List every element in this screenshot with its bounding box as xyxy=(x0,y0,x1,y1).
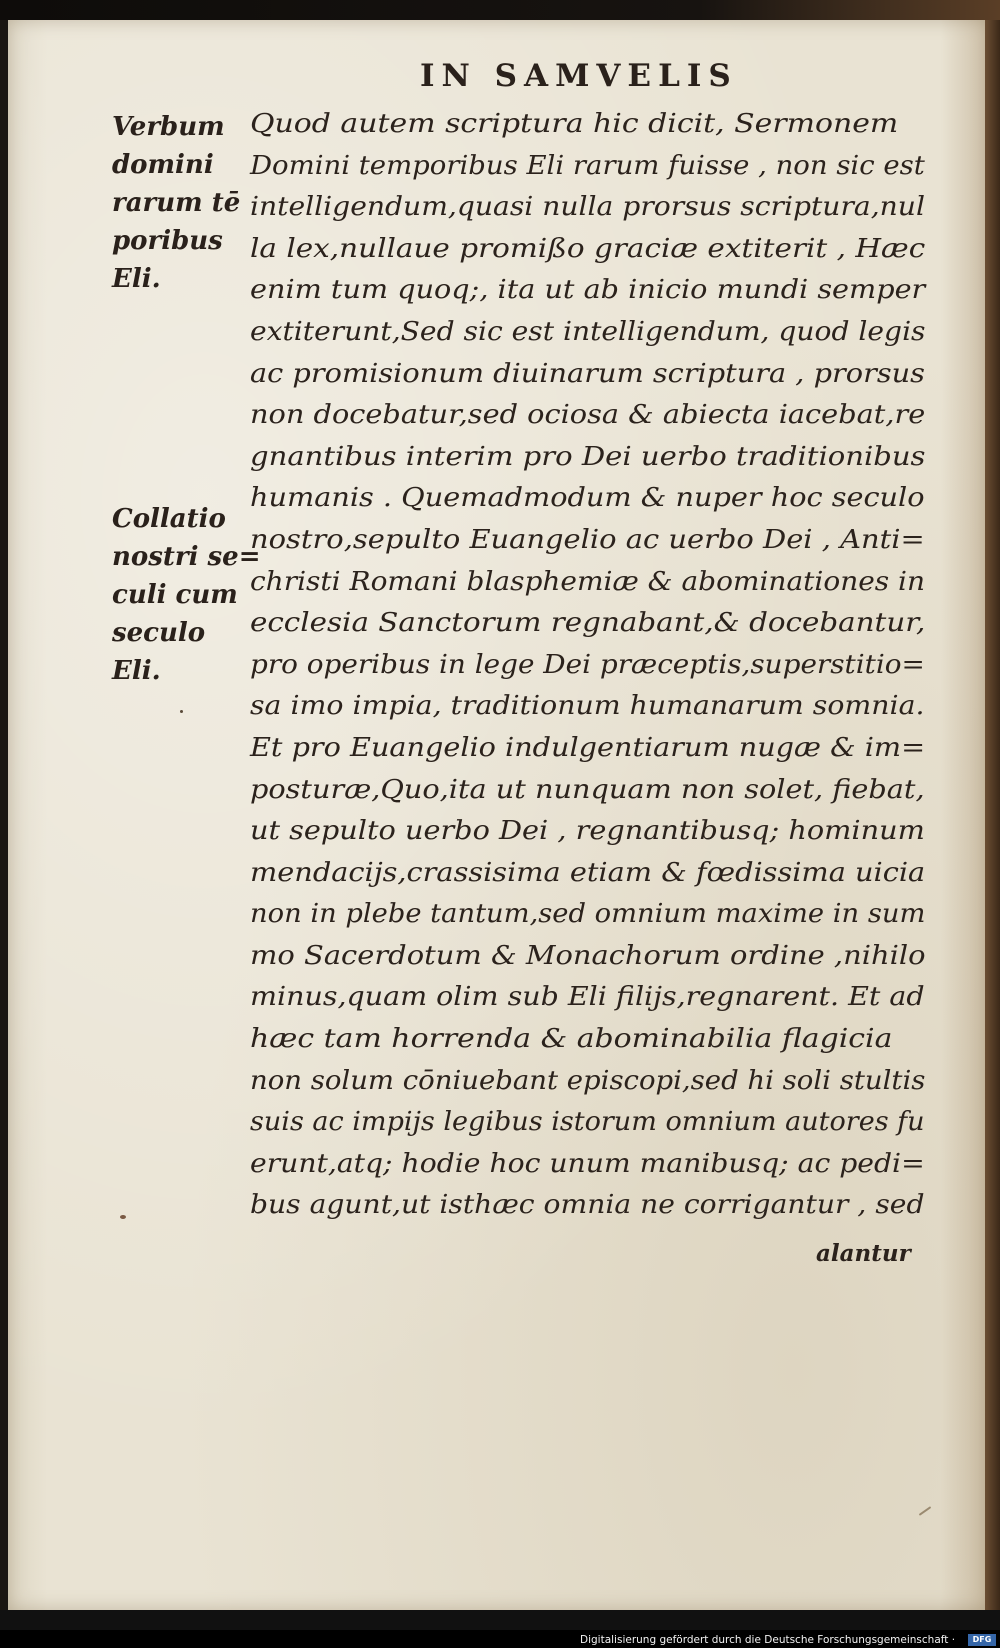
body-line: nostro,sepulto Euangelio ac uerbo Dei , Anti= xyxy=(250,524,925,555)
body-line: ecclesia Sanctorum regnabant,& docebantur, xyxy=(250,608,926,639)
marginal-note-line: Verbum xyxy=(112,112,225,142)
body-line: Et pro Euangelio indulgentiarum nugæ & im= xyxy=(250,732,926,763)
body-line: sa imo impia, traditionum humanarum somnia. xyxy=(250,691,925,722)
body-line: mendacijs,crassisima etiam & fœdissima uicia xyxy=(250,857,926,888)
marginal-note-line: Eli. xyxy=(112,264,161,294)
body-line: ut sepulto uerbo Dei , regnantibusq; hominum xyxy=(250,816,925,847)
body-line: pro operibus in lege Dei præceptis,superstitio= xyxy=(250,649,925,680)
body-line: gnantibus interim pro Dei uerbo traditionibus xyxy=(250,441,926,472)
running-head: IN SAMVELIS xyxy=(420,58,738,94)
digitization-credit: Digitalisierung gefördert durch die Deutsche Forschungsgemeinschaft · xyxy=(580,1634,956,1646)
marginal-note-verbum-domini xyxy=(112,108,252,298)
body-line: non solum cōniuebant episcopi,sed hi soli stultis xyxy=(250,1065,926,1096)
body-line: posturæ,Quo,ita ut nunquam non solet, fiebat, xyxy=(250,774,925,805)
marginal-note-line: Collatio xyxy=(112,504,226,534)
marginal-note-line: poribus xyxy=(112,226,223,256)
body-line: non in plebe tantum,sed omnium maxime in sum xyxy=(250,899,926,930)
marginal-note-line: domini xyxy=(112,150,214,180)
body-line: extiterunt,Sed sic est intelligendum, quod legis xyxy=(250,316,926,347)
body-line: christi Romani blasphemiæ & abominationes in xyxy=(250,566,926,597)
body-line: hæc tam horrenda & abominabilia flagicia xyxy=(250,1024,893,1055)
body-line: mo Sacerdotum & Monachorum ordine ,nihilo xyxy=(250,940,926,971)
catchword: alantur xyxy=(816,1240,911,1267)
top-edge-strip xyxy=(0,0,1000,20)
body-line: minus,quam olim sub Eli filijs,regnarent. Et ad xyxy=(250,982,925,1013)
marginal-note-line: rarum tē xyxy=(112,188,241,218)
body-text xyxy=(250,104,930,1227)
marginal-note-line: Eli. xyxy=(112,656,161,686)
ink-speck xyxy=(180,710,183,713)
bottom-edge-strip xyxy=(0,1610,1000,1630)
body-line: intelligendum,quasi nulla prorsus scriptura,nul xyxy=(250,192,925,223)
body-line: non docebatur,sed ociosa & abiecta iacebat,re xyxy=(250,400,926,431)
body-line: ac promisionum diuinarum scriptura , prorsus xyxy=(250,358,925,389)
body-line: Domini temporibus Eli rarum fuisse , non sic est xyxy=(250,150,925,181)
body-line: la lex,nullaue promißo graciæ extiterit , Hæc xyxy=(250,233,926,264)
body-line: enim tum quoq;, ita ut ab inicio mundi semper xyxy=(250,275,926,306)
body-line: humanis . Quemadmodum & nuper hoc seculo xyxy=(250,483,925,514)
marginal-note-collatio xyxy=(112,500,261,690)
body-line: suis ac impijs legibus istorum omnium autores fu xyxy=(250,1107,925,1138)
body-line: erunt,atq; hodie hoc unum manibusq; ac pedi= xyxy=(250,1148,925,1179)
marginal-note-line: seculo xyxy=(112,618,206,648)
marginal-note-line: nostri se= xyxy=(112,542,261,572)
dfg-logo: DFG xyxy=(968,1634,996,1646)
marginal-note-line: culi cum xyxy=(112,580,238,610)
body-line: bus agunt,ut isthæc omnia ne corrigantur , sed xyxy=(250,1190,925,1221)
ink-speck xyxy=(120,1215,126,1219)
body-line: Quod autem scriptura hic dicit, Sermonem xyxy=(250,109,899,139)
